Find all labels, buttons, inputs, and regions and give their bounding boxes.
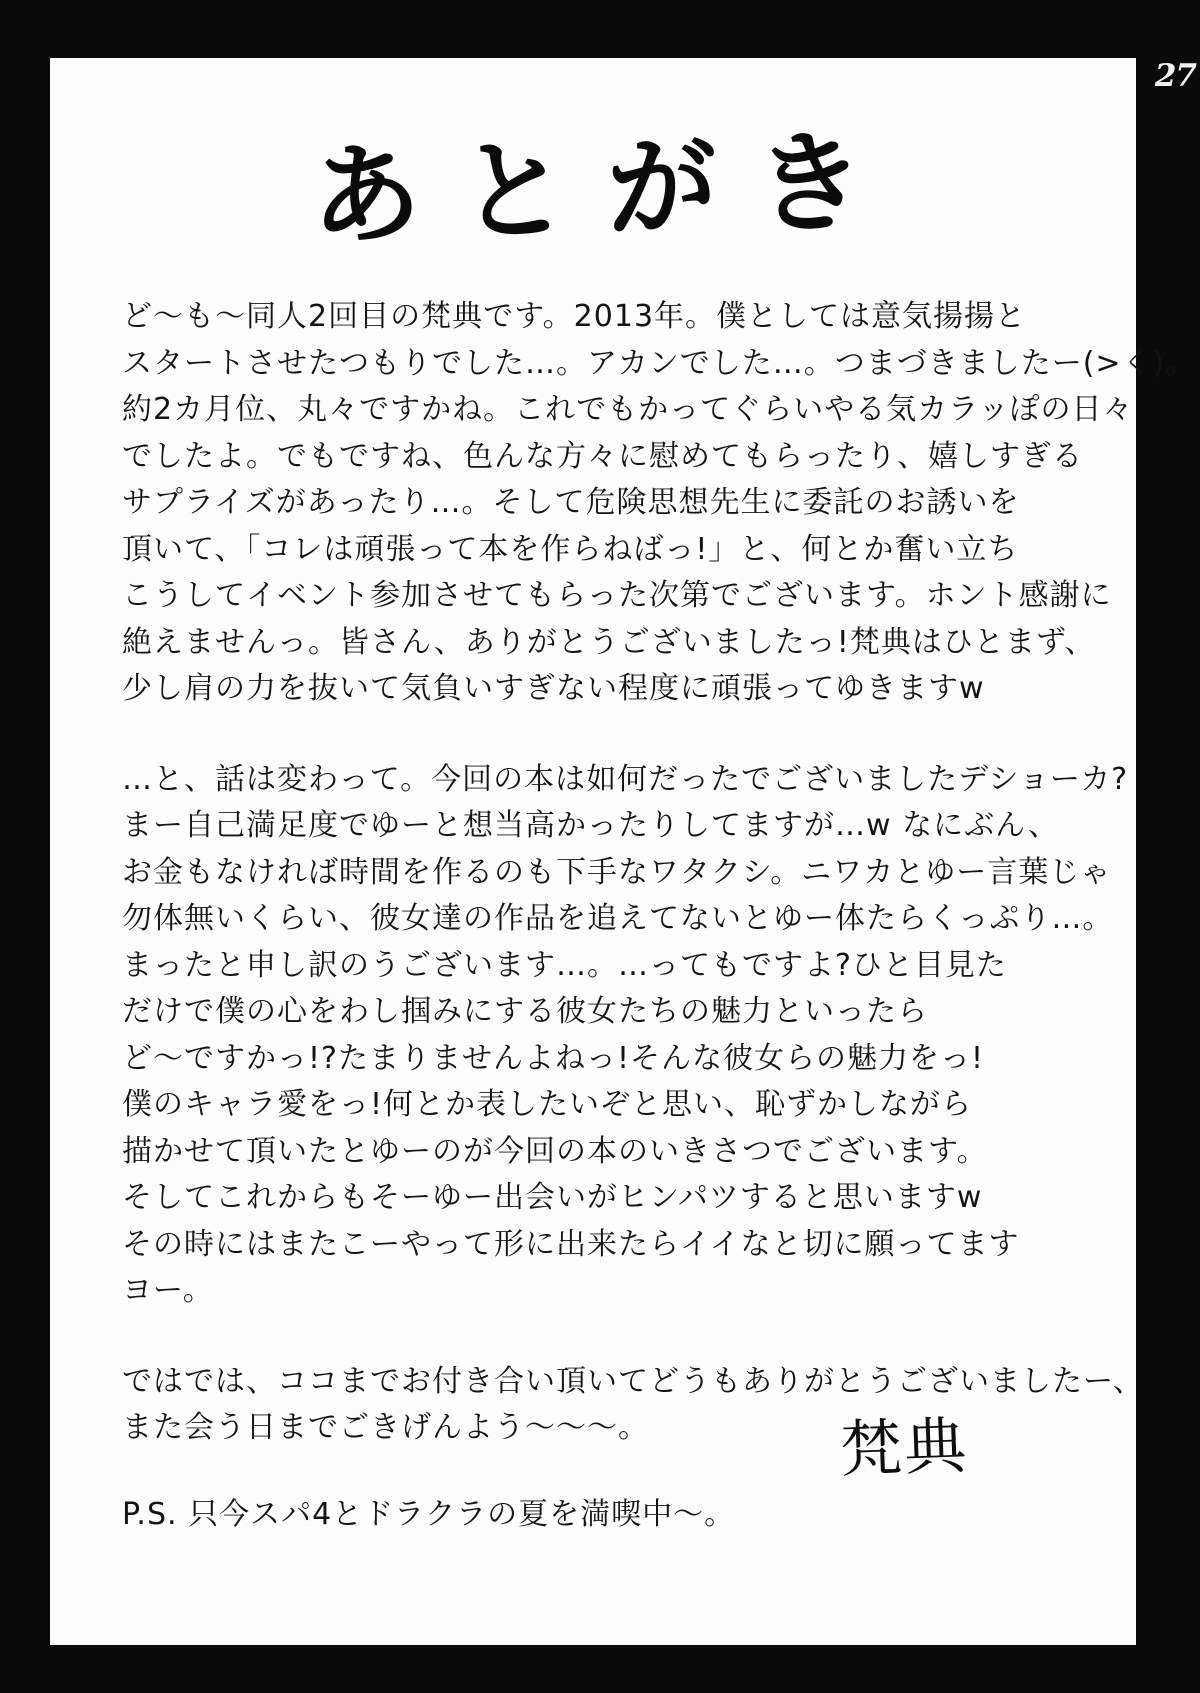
postscript: P.S. 只今スパ4とドラクラの夏を満喫中〜。: [122, 1496, 736, 1532]
paragraph-1-line: でしたよ。でもですね、色んな方々に慰めてもらったり、嬉しすぎる: [122, 438, 1083, 474]
paragraph-2-line: 描かせて頂いたとゆーのが今回の本のいきさつでございます。: [122, 1133, 988, 1169]
paragraph-3-line: また会う日までごきげんよう〜〜〜。: [122, 1410, 649, 1445]
paragraph-1-line: 絶えませんっ。皆さん、ありがとうございましたっ!梵典はひとまず、: [122, 624, 1096, 660]
paragraph-2-line: ヨー。: [122, 1273, 214, 1308]
paragraph-2-line: 僕のキャラ愛をっ!何とか表したいぞと思い、恥ずかしながら: [122, 1087, 973, 1122]
paragraph-1-line: こうしてイベント参加させてもらった次第でございます。ホント感謝に: [122, 578, 1112, 613]
afterword-title: あとがき: [309, 117, 905, 261]
paragraph-3-line: ではでは、ココまでお付き合い頂いてどうもありがとうございましたー、: [122, 1363, 1144, 1399]
paragraph-2-line: その時にはまたこーやって形に出来たらイイなと切に願ってます: [122, 1226, 1020, 1262]
paragraph-2-line: お金もなければ時間を作るのも下手なワタクシ。ニワカとゆー言葉じゃ: [122, 854, 1112, 890]
paragraph-spacer: [122, 1452, 1122, 1492]
page-number: 27: [1154, 58, 1196, 94]
paragraph-1-line: 頂いて、「コレは頑張って本を作らねばっ!」と、何とか奮い立ち: [122, 531, 1019, 567]
paragraph-1-line: ど〜も〜同人2回目の梵典です。2013年。僕としては意気揚揚と: [122, 299, 1027, 334]
paragraph-spacer: [122, 713, 1122, 757]
paragraph-1-line: 約2カ月位、丸々ですかね。これでもかってぐらいやる気カラッぽの日々: [122, 392, 1134, 427]
paragraph-2-line: まー自己満足度でゆーと想当高かったりしてますが…w なにぶん、: [122, 808, 1059, 843]
paragraph-2-line: まったと申し訳のうございます…。…ってもですよ?ひと目見た: [122, 947, 1007, 983]
author-signature: 梵典: [838, 1408, 970, 1487]
paragraph-2-line: だけで僕の心をわし掴みにする彼女たちの魅力といったら: [122, 994, 928, 1029]
paragraph-1-line: スタートさせたつもりでした…。アカンでした…。つまづきましたー(>く)。: [122, 345, 1197, 381]
paragraph-2-line: 勿体無いくらい、彼女達の作品を追えてないとゆー体たらくっぷり…。: [122, 901, 1114, 936]
paragraph-1-line: 少し肩の力を抜いて気負いすぎない程度に頑張ってゆきますw: [122, 671, 985, 706]
paragraph-2-line: そしてこれからもそーゆー出会いがヒンパツすると思いますw: [122, 1180, 983, 1215]
paragraph-2-line: …と、話は変わって。今回の本は如何だったでございましたデショーカ?: [122, 761, 1129, 797]
paragraph-2-line: ど〜ですかっ!?たまりませんよねっ!そんな彼女らの魅力をっ!: [122, 1040, 985, 1076]
afterword-body: [122, 294, 1197, 1538]
paragraph-spacer: [122, 1315, 1122, 1359]
paragraph-1-line: サプライズがあったり…。そして危険思想先生に委託のお誘いを: [122, 485, 1020, 520]
